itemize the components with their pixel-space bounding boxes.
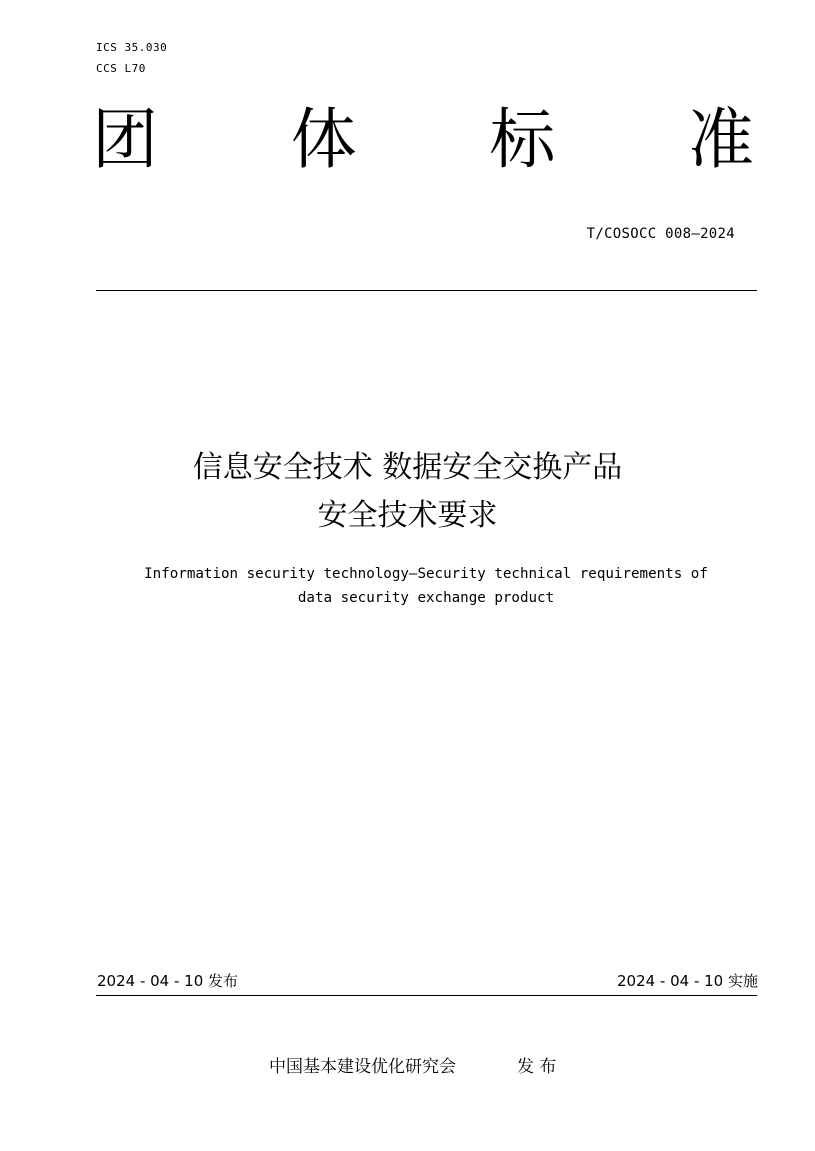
- standard-number: T/COSOCC 008—2024: [586, 226, 735, 242]
- footer-divider: [96, 995, 757, 996]
- title-english: [0, 562, 815, 610]
- publisher-name: 中国基本建设优化研究会: [269, 1057, 456, 1077]
- ccs-code: CCS L70: [96, 62, 146, 75]
- document-type-heading: [92, 100, 754, 180]
- header-divider: [96, 290, 757, 291]
- title-chinese-line: 安全技术要求: [317, 498, 498, 533]
- publisher-action: 发 布: [517, 1057, 557, 1077]
- publish-date: 2024 - 04 - 10 发布: [97, 972, 239, 990]
- title-chinese-line: 信息安全技术 数据安全交换产品: [192, 450, 623, 485]
- doc-type-char: 标: [489, 101, 556, 178]
- implement-date: 2024 - 04 - 10 实施: [616, 972, 758, 990]
- doc-type-char: 体: [290, 101, 357, 178]
- title-english-line: Information security technology—Security technical requirements of: [144, 566, 708, 582]
- title-chinese: [0, 444, 815, 540]
- ics-code: ICS 35.030: [96, 41, 168, 54]
- doc-type-char: 团: [92, 101, 158, 178]
- title-english-line: data security exchange product: [297, 590, 555, 606]
- doc-type-char: 准: [687, 101, 754, 178]
